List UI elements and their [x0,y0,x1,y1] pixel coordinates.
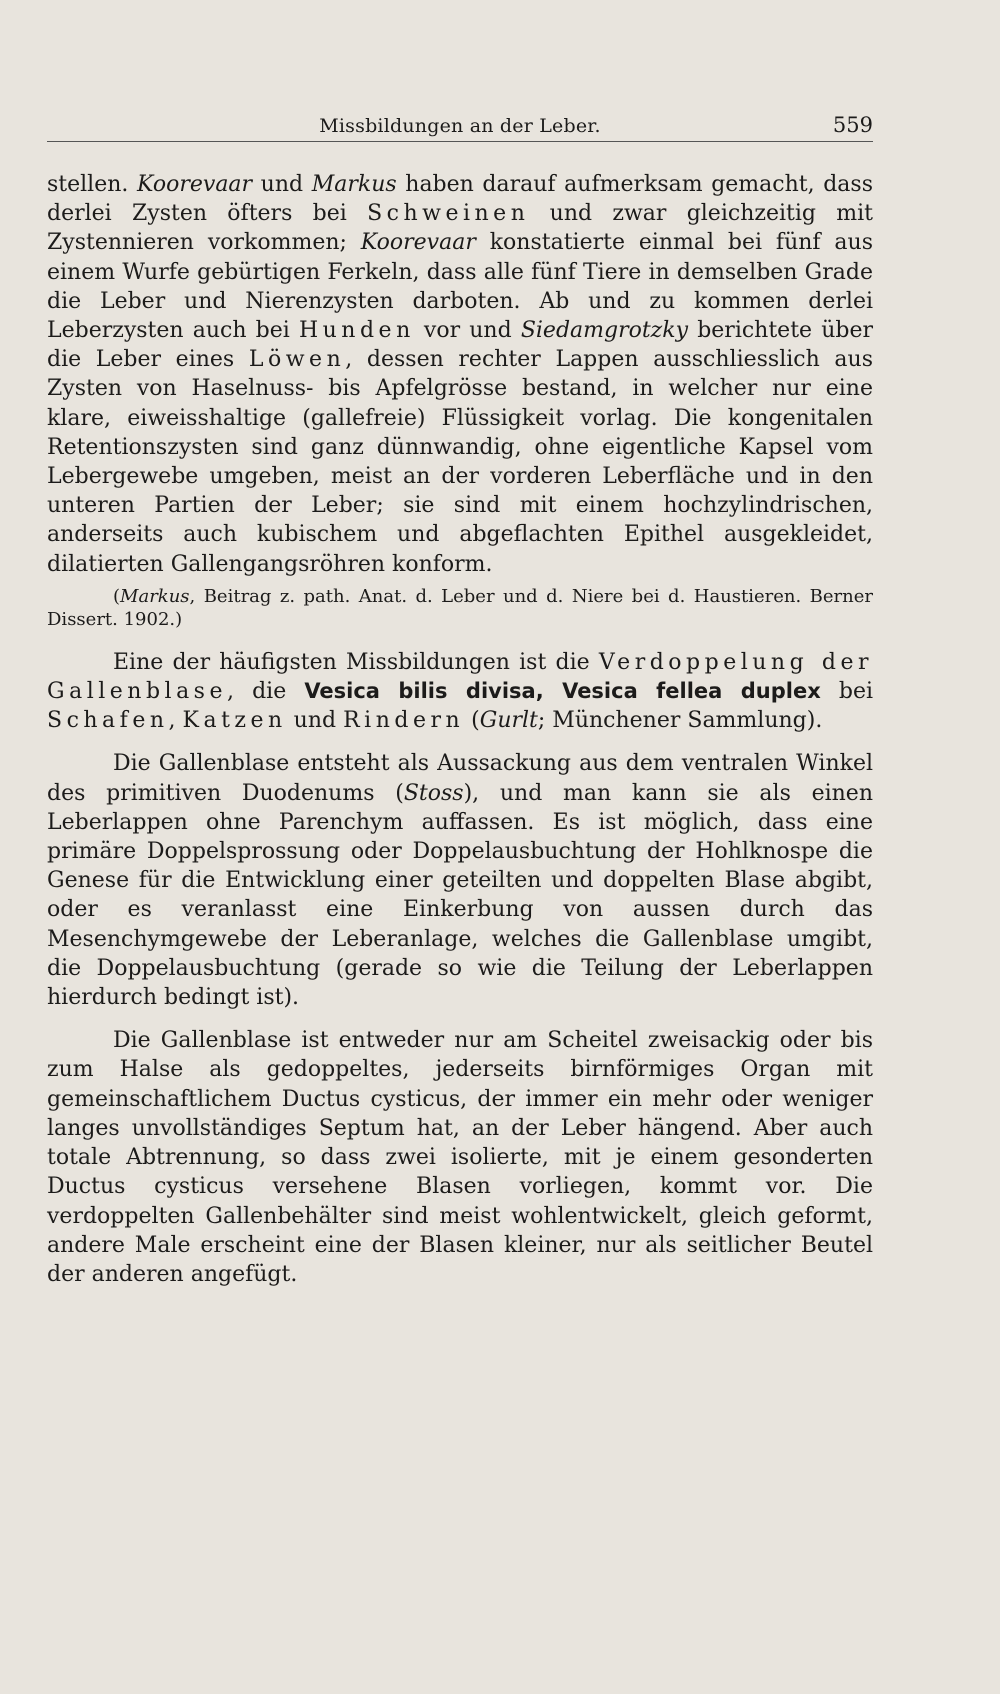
text-run: vor und [414,318,521,344]
text-run: berichtete über die Leber eines [47,318,873,373]
spaced-term: Katzen [182,708,287,734]
text-run: Eine der häufigsten Missbildungen ist die [113,649,599,675]
text-run: haben darauf aufmerksam gemacht, dass derlei Zysten öfters bei [47,172,873,227]
author-name: Gurlt [479,708,538,734]
paragraph-1 [47,170,873,579]
text-run: ( [113,585,121,607]
text-run: und [286,708,344,734]
text-run: und zwar gleichzeitig mit Zystennieren vorkommen; [47,201,873,256]
author-name: Koorevaar [360,230,476,256]
paragraph-4 [47,1026,873,1289]
page-number: 559 [832,113,873,137]
text-run: Die Gallenblase ist entweder nur am Scheitel zweisackig oder bis zum Halse als gedoppeltes, jederseits birnförmiges Organ mit gemeinschaftlichem Ductus cysticus, der immer ein mehr oder weniger langes unvollständiges Septum hat, an der Leber hängend. Aber auch totale Abtrennung, so dass zwei isolierte, mit je einem gesonderten Ductus cysticus versehene Blasen vorliegen, kommt vor. Die verdoppelten Gallenbehälter sind meist wohlentwickelt, gleich geformt, andere Male erscheint eine der Blasen kleiner, nur als seitlicher Beutel der anderen angefügt. [47,1028,873,1287]
text-run: , dessen rechter Lappen ausschliesslich aus Zysten von Haselnuss- bis Apfelgrösse bestand, in welcher nur eine klare, eiweisshaltige (gallefreie) Flüssigkeit vorlag. Die kongenitalen Retentionszysten sind ganz dünnwandig, ohne eigentliche Kapsel vom Lebergewebe umgeben, meist an der vorderen Leberfläche und in den unteren Partien der Leber; sie sind mit einem hochzylindrischen, anderseits auch kubischem und abgeflachten Epithel ausgekleidet, dilatierten Gallengangsröhren konform. [47,347,873,577]
text-run: ), und man kann sie als einen Leberlappen ohne Parenchym auffassen. Es ist möglich, dass eine primäre Doppelsprossung oder Doppelausbuchtung der Hohlknospe die Genese für die Entwicklung einer geteilten und doppelten Blase abgibt, oder es veranlasst eine Einkerbung von aussen durch das Mesenchymgewebe der Leberanlage, welches die Gallenblase umgibt, die Doppelausbuchtung (gerade so wie die Teilung der Leberlappen hierdurch bedingt ist). [47,780,873,1011]
text-run: Die Gallenblase entsteht als Aussackung aus dem ventralen Winkel des primitiven Duodenums ( [47,751,873,806]
running-title: Missbildungen an der Leber. [319,115,601,137]
spaced-term: Hunden [298,318,415,344]
spaced-term: Verdoppelung der Gallenblase [47,649,873,705]
author-name: Markus [311,172,397,197]
text-run: und [252,172,312,197]
paragraph-2 [47,648,873,736]
reference-note [47,585,873,631]
author-name: Koorevaar [137,172,253,197]
text-run: ; Münchener Sammlung). [537,708,823,734]
author-name: Siedamgrotzky [520,318,689,344]
body-text [47,170,873,1289]
page-header [47,111,873,142]
text-run: ( [464,708,480,734]
text-run: stellen. [47,172,138,197]
spaced-term: Schafen [47,708,169,734]
text-run: , [168,708,183,734]
text-run: konstatierte einmal bei fünf aus einem Wurfe gebürtigen Ferkeln, dass alle fünf Tiere in demselben Grade die Leber und Nierenzysten darboten. Ab und zu kommen derlei Leberzysten auch bei [47,230,873,344]
bold-term: Vesica bilis divisa, Vesica fellea duplex [304,679,821,704]
text-run: , die [227,679,305,705]
spaced-term: Löwen [248,347,346,373]
text-run: bei [820,679,873,705]
text-run: , Beitrag z. path. Anat. d. Leber und d. Niere bei d. Haustieren. Berner Dissert. 1902.) [47,585,873,630]
spaced-term: Rindern [343,708,465,734]
author-name: Markus [120,585,190,607]
paragraph-3 [47,749,873,1012]
author-name: Stoss [403,780,464,806]
spaced-term: Schweinen [367,201,530,227]
